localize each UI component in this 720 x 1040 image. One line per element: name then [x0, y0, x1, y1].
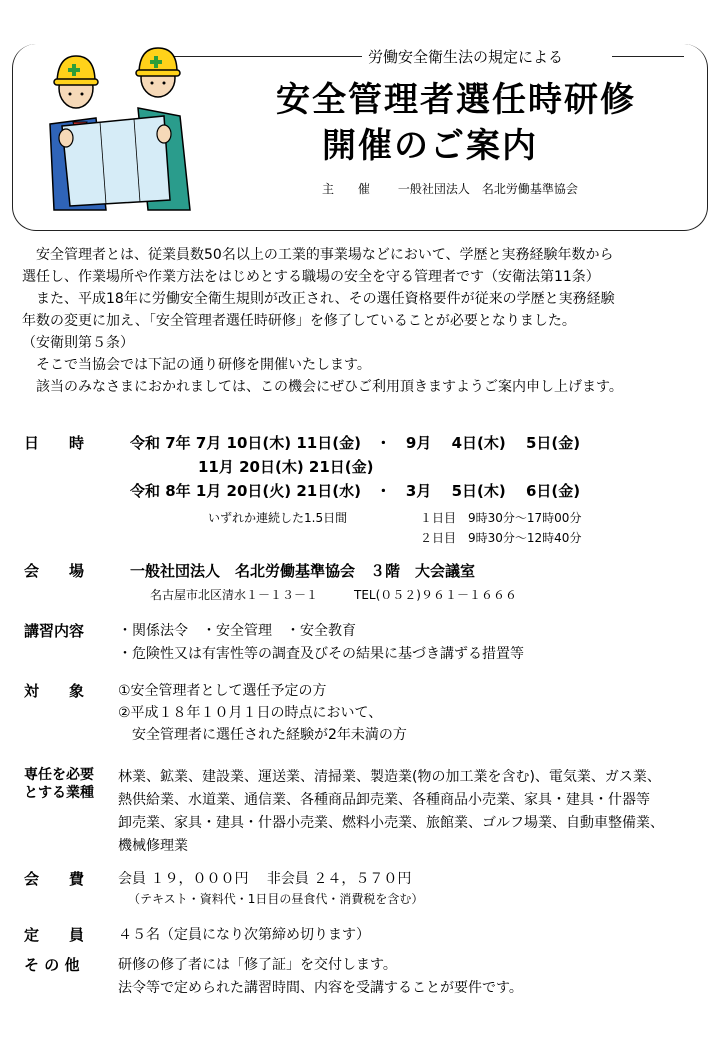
industry-line: 林業、鉱業、建設業、運送業、清掃業、製造業(物の加工業を含む)、電気業、ガス業、	[118, 769, 661, 785]
industry-label-line2: とする業種	[24, 785, 94, 801]
target-line3: 安全管理者に選任された経験が2年未満の方	[118, 727, 407, 743]
organizer	[322, 180, 578, 197]
intro-line: また、平成18年に労働安全衛生規則が改正され、その選任資格要件が従来の学歴と実務経験	[22, 291, 615, 307]
intro-line: 年数の変更に加え、「安全管理者選任時研修」を修了していることが必要となりました。	[22, 313, 576, 329]
intro-line: 該当のみなさまにおかれましては、この機会にぜひご利用頂きますようご案内申し上げます。	[22, 379, 623, 395]
date-line3: 令和 8年 1月 20日(火) 21日(水) ・ 3月 5日(木) 6日(金)	[130, 482, 581, 500]
page-title-line1: 安全管理者選任時研修	[276, 80, 636, 120]
organizer-name: 一般社団法人 名北労働基準協会	[397, 182, 578, 196]
date-label: 日 時	[24, 434, 85, 452]
target-label: 対 象	[24, 682, 85, 700]
header-subtitle: 労働安全衛生法の規定による	[368, 48, 564, 66]
industry-line: 熱供給業、水道業、通信業、各種商品卸売業、各種商品小売業、家具・建具・什器等	[118, 792, 650, 808]
date-note: いずれか連続した1.5日間	[208, 511, 348, 525]
page-title-line2: 開催のご案内	[322, 126, 538, 166]
header-top-rule-right	[612, 56, 684, 57]
industry-line: 機械修理業	[118, 838, 188, 854]
industry-label-line1: 専任を必要	[24, 767, 94, 783]
intro-line: そこで当協会では下記の通り研修を開催いたします。	[22, 357, 371, 373]
fee-line2: （テキスト・資料代・1日目の昼食代・消費税を含む）	[128, 892, 424, 906]
date-line2: 11月 20日(木) 21日(金)	[198, 458, 374, 476]
venue-address: 名古屋市北区清水１－１３－１ TEL(０５２)９６１－１６６６	[150, 588, 517, 602]
content-line2: ・危険性又は有害性等の調査及びその結果に基づき講ずる措置等	[118, 646, 524, 662]
target-line1: ①安全管理者として選任予定の方	[118, 683, 327, 699]
content-label: 講習内容	[24, 622, 85, 640]
other-line2: 法令等で定められた講習時間、内容を受講することが要件です。	[118, 980, 523, 996]
other-line1: 研修の修了者には「修了証」を交付します。	[118, 957, 397, 973]
target-line2: ②平成１８年１０月１日の時点において、	[118, 705, 383, 721]
other-label: そ の 他	[24, 956, 80, 974]
content-line1: ・関係法令 ・安全管理 ・安全教育	[118, 623, 356, 639]
venue-name: 一般社団法人 名北労働基準協会 ３階 大会議室	[130, 562, 476, 580]
intro-text	[22, 244, 712, 398]
organizer-label: 主 催	[322, 182, 380, 196]
fee-label: 会 費	[24, 870, 85, 888]
intro-line: 安全管理者とは、従業員数50名以上の工業的事業場などにおいて、学歴と実務経験年数から	[22, 247, 614, 263]
date-day2: ２日目 9時30分～12時40分	[420, 531, 582, 545]
workers-illustration	[40, 42, 200, 212]
date-line1: 令和 7年 7月 10日(木) 11日(金) ・ 9月 4日(木) 5日(金)	[130, 434, 581, 452]
capacity-text: ４５名（定員になり次第締め切ります）	[118, 927, 370, 943]
venue-label: 会 場	[24, 562, 85, 580]
fee-line1: 会員 １９，０００円 非会員 ２４，５７０円	[118, 871, 412, 887]
industry-line: 卸売業、家具・建具・什器小売業、燃料小売業、旅館業、ゴルフ場業、自動車整備業、	[118, 815, 664, 831]
capacity-label: 定 員	[24, 926, 85, 944]
intro-line: 選任し、作業場所や作業方法をはじめとする職場の安全を守る管理者です（安衛法第11条）	[22, 269, 600, 285]
intro-line: （安衛則第５条）	[22, 335, 134, 351]
date-day1: １日目 9時30分～17時00分	[420, 511, 582, 525]
